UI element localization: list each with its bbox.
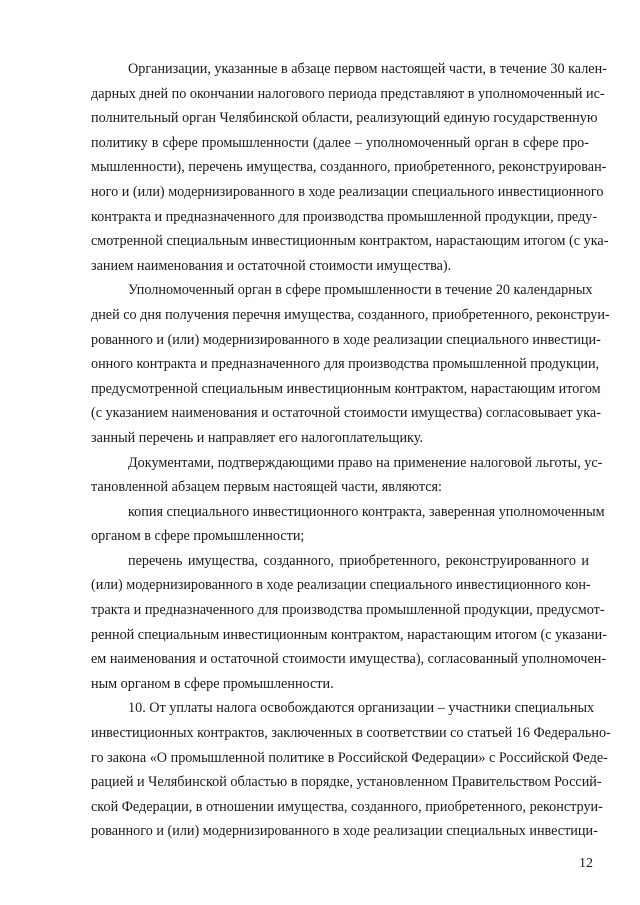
text-line: ем наименования и остаточной стоимости имущества), согласованный уполномочен-: [91, 651, 607, 668]
text-line: ного и (или) модернизированного в ходе реализации специального инвестиционного: [91, 183, 604, 200]
text-line: рованного и (или) модернизированного в ходе реализации специальных инвестици-: [91, 823, 598, 840]
text-line: Документами, подтверждающими право на применение налоговой льготы, ус-: [128, 454, 603, 471]
text-line: инвестиционных контрактов, заключенных в соответствии со статьей 16 Федерально-: [91, 725, 611, 742]
text-line: (или) модернизированного в ходе реализации специального инвестиционного кон-: [91, 577, 591, 594]
text-line: Уполномоченный орган в сфере промышленности в течение 20 календарных: [128, 282, 593, 299]
document-body: [91, 57, 611, 844]
text-line: занный перечень и направляет его налогоплательщику.: [91, 429, 423, 446]
text-line: политику в сфере промышленности (далее – уполномоченный орган в сфере про-: [91, 134, 589, 151]
text-line: ренной специальным инвестиционным контрактом, нарастающим итогом (с указани-: [91, 626, 607, 643]
text-line: (с указанием наименования и остаточной стоимости имущества) согласовывает ука-: [91, 405, 601, 422]
text-line: тановленной абзацем первым настоящей части, являются:: [91, 479, 442, 496]
text-line: ской Федерации, в отношении имущества, созданного, приобретенного, реконструи-: [91, 798, 603, 815]
text-line: мышленности), перечень имущества, созданного, приобретенного, реконструирован-: [91, 159, 607, 176]
text-line: смотренной специальным инвестиционным контрактом, нарастающим итогом (с ука-: [91, 233, 609, 250]
text-line: рованного и (или) модернизированного в ходе реализации специального инвестици-: [91, 331, 601, 348]
text-line: органом в сфере промышленности;: [91, 528, 305, 545]
text-line: дарных дней по окончании налогового периода представляют в уполномоченный ис-: [91, 85, 605, 102]
text-line: рацией и Челябинской областью в порядке, установленном Правительством Россий-: [91, 774, 602, 791]
text-line: тракта и предназначенного для производства промышленной продукции, предусмот-: [91, 602, 605, 619]
text-line: дней со дня получения перечня имущества, созданного, приобретенного, реконструи-: [91, 306, 610, 323]
text-line: контракта и предназначенного для производства промышленной продукции, преду-: [91, 208, 598, 225]
text-line: перечень имущества, созданного, приобретенного, реконструированного и: [128, 552, 589, 569]
text-line: копия специального инвестиционного контракта, заверенная уполномоченным: [128, 503, 605, 520]
text-line: предусмотренной специальным инвестиционным контрактом, нарастающим итогом: [91, 380, 601, 397]
text-line: онного контракта и предназначенного для производства промышленной продукции,: [91, 356, 600, 373]
text-line: 10. От уплаты налога освобождаются организации – участники специальных: [128, 700, 595, 717]
text-line: полнительный орган Челябинской области, реализующий единую государственную: [91, 110, 598, 127]
text-line: го закона «О промышленной политике в Российской Федерации» с Российской Феде-: [91, 749, 608, 766]
text-line: Организации, указанные в абзаце первом настоящей части, в течение 30 кален-: [128, 61, 607, 77]
text-line: занием наименования и остаточной стоимости имущества).: [91, 257, 452, 274]
text-line: ным органом в сфере промышленности.: [91, 675, 334, 692]
page-number: 12: [579, 856, 593, 871]
